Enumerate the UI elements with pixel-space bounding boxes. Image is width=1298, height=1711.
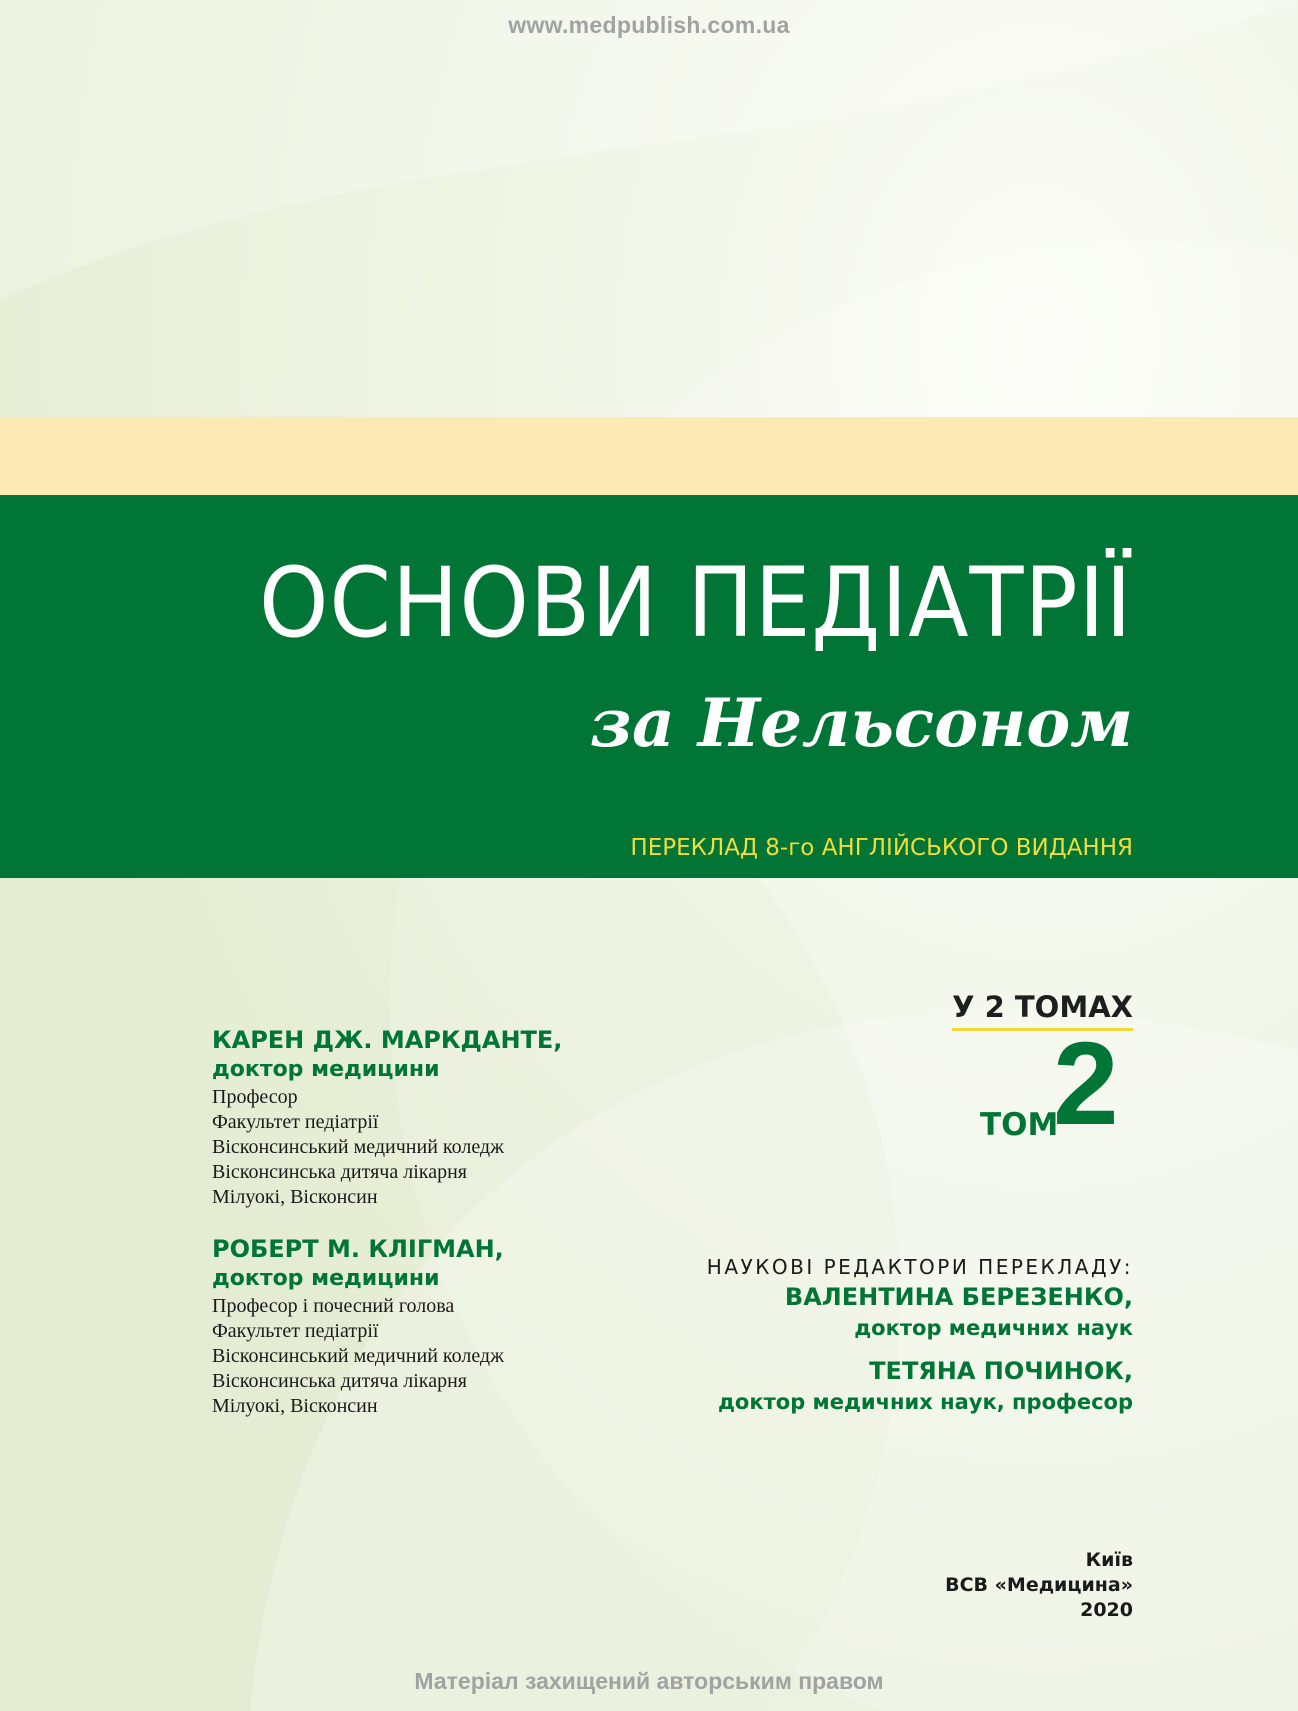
- copyright-notice: Матеріал захищений авторським правом: [414, 1668, 884, 1694]
- editor-name: ВАЛЕНТИНА БЕРЕЗЕНКО,: [784, 1283, 1133, 1311]
- editor-degree: доктор медичних наук: [854, 1316, 1133, 1340]
- author-block: [212, 1234, 504, 1419]
- publisher-block: [945, 1548, 1133, 1623]
- publisher-name: ВСВ «Медицина»: [945, 1574, 1133, 1596]
- author-block: [212, 1025, 562, 1210]
- editor-degree: доктор медичних наук, професор: [717, 1390, 1133, 1414]
- author-name: КАРЕН ДЖ. МАРКДАНТЕ,: [212, 1026, 563, 1054]
- yellow-band: [0, 417, 1298, 495]
- editors-block: [707, 1253, 1133, 1417]
- editors-heading: НАУКОВІ РЕДАКТОРИ ПЕРЕКЛАДУ:: [706, 1255, 1133, 1279]
- website-url[interactable]: www.medpublish.com.ua: [508, 12, 790, 38]
- translation-edition: ПЕРЕКЛАД 8-го АНГЛІЙСЬКОГО ВИДАННЯ: [630, 835, 1133, 861]
- author-affiliation: Вісконсинський медичний коледж: [212, 1136, 504, 1158]
- author-affiliation: Факультет педіатрії: [212, 1111, 379, 1133]
- publisher-city: Київ: [1085, 1549, 1133, 1571]
- editor-name: ТЕТЯНА ПОЧИНОК,: [869, 1357, 1133, 1385]
- author-affiliation: Вісконсинська дитяча лікарня: [212, 1370, 467, 1392]
- author-affiliation: Вісконсинська дитяча лікарня: [212, 1161, 467, 1183]
- author-degree: доктор медицини: [212, 1266, 440, 1291]
- author-affiliation: Мілуокі, Вісконсин: [212, 1395, 378, 1417]
- author-affiliation: Факультет педіатрії: [212, 1320, 379, 1342]
- author-affiliation: Професор: [212, 1086, 298, 1108]
- author-degree: доктор медицини: [212, 1057, 440, 1082]
- author-name: РОБЕРТ М. КЛІГМАН,: [212, 1235, 504, 1263]
- publication-year: 2020: [1080, 1599, 1133, 1621]
- author-affiliation: Мілуокі, Вісконсин: [212, 1186, 378, 1208]
- volume-label: ТОМ: [980, 1107, 1059, 1143]
- book-subtitle: за Нельсоном: [589, 684, 1133, 762]
- author-affiliation: Вісконсинський медичний коледж: [212, 1345, 504, 1367]
- author-affiliation: Професор і почесний голова: [212, 1295, 455, 1317]
- volumes-label: У 2 ТОМАХ: [952, 990, 1133, 1031]
- book-title: ОСНОВИ ПЕДІАТРІЇ: [259, 547, 1133, 659]
- volume-number: 2: [1053, 1018, 1119, 1150]
